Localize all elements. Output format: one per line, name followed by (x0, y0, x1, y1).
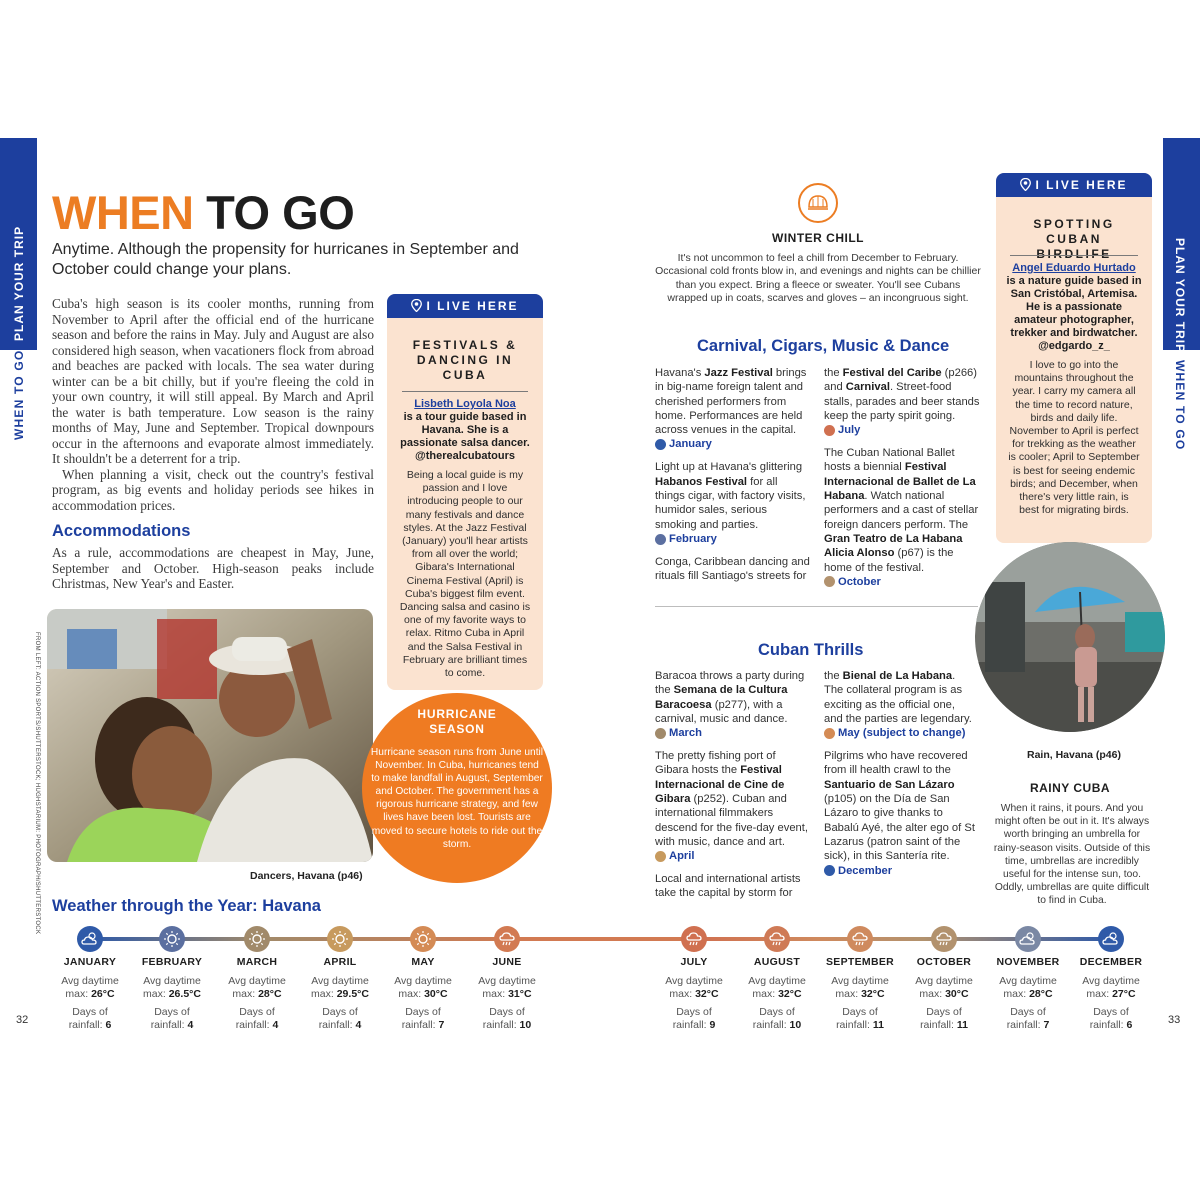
stat-value: max: 32°C (669, 988, 719, 1000)
event-name: Bienal de La Habana (842, 670, 953, 682)
intro-text (52, 296, 374, 513)
right-tab-label: PLAN YOUR TRIP (1173, 238, 1187, 354)
page-number-left: 32 (16, 1014, 29, 1026)
entry-text: . The collateral program is as exciting as the official one, and the parties are legendary. (824, 670, 972, 725)
stat-value: max: 28°C (1003, 988, 1053, 1000)
author-name: Angel Eduardo Hurtado (1012, 262, 1136, 274)
santiago-entry: Conga, Caribbean dancing and rituals fill Santiago's streets for (655, 555, 810, 583)
days-of-rainfall (732, 1006, 822, 1032)
rain-cloud-icon (494, 926, 520, 952)
hurricane-title: HURRICANE SEASON (417, 707, 497, 736)
month-label: April (669, 850, 695, 863)
timeline-right (695, 937, 1110, 941)
divider (402, 391, 528, 392)
winter-chill-text: It's not uncommon to feel a chill from December to February. Occasional cold fronts blow in, and evenings and nights can be chillier than you expect. Bring a fleece or sweater. You'll see Cubans wrapped up in coats, scarves and gloves – an incongruous sight. (655, 252, 981, 304)
accommodations-text: As a rule, accommodations are cheapest in May, June, September and October. High-season peaks include Christmas, New Year's and Easter. (52, 545, 374, 591)
event-name: Jazz Festival (704, 367, 773, 379)
event-name: Semana de la Cultura Baracoesa (655, 684, 788, 711)
month-label: February (669, 532, 717, 545)
stat-label: Days of (842, 1006, 878, 1018)
entry-text: The Cuban National Ballet hosts a biennial (824, 447, 955, 474)
stat-value: max: 30°C (919, 988, 969, 1000)
month-tag (824, 864, 892, 878)
days-of-rainfall (295, 1006, 385, 1032)
entry-text: (p277), with a carnival, music and dance. (655, 698, 788, 725)
month-tag (824, 726, 965, 740)
weather-icon (655, 439, 666, 450)
sun-icon (244, 926, 270, 952)
thrills-column-2 (824, 669, 976, 886)
winter-chill-title: WINTER CHILL (772, 231, 864, 245)
month-label: May (subject to change) (838, 727, 966, 740)
stat-value: max: 26.5°C (143, 988, 201, 1000)
stat-value: max: 30°C (398, 988, 448, 1000)
avg-daytime-max (649, 975, 739, 1001)
avg-daytime-max (815, 975, 905, 1001)
live-here-title: FESTIVALS & DANCING IN CUBA (412, 338, 518, 382)
month-tag (655, 437, 712, 451)
entry-text: (p67) is the home of the festival. (824, 547, 954, 574)
right-section-label: WHEN TO GO (1173, 360, 1187, 451)
carnival-column-1 (655, 366, 810, 589)
sun-cloud-icon (1098, 926, 1124, 952)
live-here-tab-label: I LIVE HERE (426, 299, 519, 313)
stat-label: Days of (405, 1006, 441, 1018)
weather-month-name: JUNE (492, 956, 522, 968)
location-pin-icon (1020, 175, 1031, 199)
author-bio: is a nature guide based in San Cristóbal, Artemisa. He is a passionate amateur photographer, trekker and birdwatcher. (1006, 275, 1142, 339)
ballet-festival-entry (824, 446, 982, 592)
month-label: January (669, 438, 712, 451)
page-number-right: 33 (1168, 1014, 1181, 1026)
stat-label: Avg daytime (831, 975, 889, 987)
rain-caption: Rain, Havana (p46) (1027, 749, 1121, 761)
stat-label: Avg daytime (228, 975, 286, 987)
month-label: December (838, 864, 893, 877)
stat-label: Days of (322, 1006, 358, 1018)
dancers-caption: Dancers, Havana (p46) (250, 870, 363, 882)
weather-icon (655, 534, 666, 545)
gibara-film-festival-entry (655, 749, 810, 866)
stat-value: rainfall: 9 (672, 1019, 716, 1031)
days-of-rainfall (45, 1006, 135, 1032)
stat-value: max: 29.5°C (311, 988, 369, 1000)
weather-icon (824, 728, 835, 739)
author-handle: @edgardo_z_ (1038, 340, 1110, 352)
stat-label: Days of (72, 1006, 108, 1018)
weather-month-name: OCTOBER (916, 956, 972, 968)
stat-value: rainfall: 11 (836, 1019, 884, 1031)
days-of-rainfall (378, 1006, 468, 1032)
stat-value: rainfall: 7 (401, 1019, 445, 1031)
left-tab-label: PLAN YOUR TRIP (12, 225, 26, 341)
month-label: March (669, 727, 702, 740)
weather-month-name: APRIL (323, 956, 357, 968)
stat-value: rainfall: 4 (235, 1019, 279, 1031)
stat-label: Avg daytime (61, 975, 119, 987)
month-tag (824, 423, 860, 437)
entry-text: . Street-food stalls, parades and beer stands keep the party spirit going. (824, 381, 980, 422)
entry-text: (p105) on the Día de San Lázaro to give thanks to Babalú Ayé, the alter ego of St Lazarus (patron saint of the sick), in this Santería rite. (824, 793, 975, 863)
sun-icon (159, 926, 185, 952)
weather-month-name: SEPTEMBER (825, 956, 895, 968)
stat-label: Avg daytime (394, 975, 452, 987)
carnival-heading: Carnival, Cigars, Music & Dance (697, 337, 950, 355)
stat-value: rainfall: 10 (752, 1019, 802, 1031)
stat-label: Days of (926, 1006, 962, 1018)
stat-value: rainfall: 4 (318, 1019, 362, 1031)
stat-label: Days of (1093, 1006, 1129, 1018)
rainy-cuba-title: RAINY CUBA (1029, 781, 1111, 795)
month-tag (655, 849, 694, 863)
live-here-tab (996, 173, 1152, 197)
weather-month-name: FEBRUARY (141, 956, 203, 968)
days-of-rainfall (127, 1006, 217, 1032)
weather-icon (655, 851, 666, 862)
hurricane-text: Hurricane season runs from June until November. In Cuba, hurricanes tend to make landfall in August, September and October. The government has a rigorous hurricane strategy, and few lives have been lost. Tourists are moved to secure hotels to ride out the storm. (370, 747, 544, 850)
days-of-rainfall (815, 1006, 905, 1032)
divider (1010, 255, 1138, 256)
days-of-rainfall (899, 1006, 989, 1032)
avg-daytime-max (295, 975, 385, 1001)
avg-daytime-max (899, 975, 989, 1001)
weather-icon (824, 576, 835, 587)
rain-cloud-icon (931, 926, 957, 952)
stat-label: Avg daytime (311, 975, 369, 987)
weather-month-name: DECEMBER (1079, 956, 1143, 968)
rain-photo (975, 542, 1165, 732)
stat-label: Days of (239, 1006, 275, 1018)
stat-label: Avg daytime (748, 975, 806, 987)
stat-value: rainfall: 11 (920, 1019, 968, 1031)
weather-icon (824, 425, 835, 436)
stat-label: Days of (489, 1006, 525, 1018)
stat-label: Avg daytime (665, 975, 723, 987)
avg-daytime-max (1066, 975, 1156, 1001)
entry-text: brings in big-name foreign talent and cherished performers from home. Performances are held across venues in the capital. (655, 367, 807, 437)
weather-heading: Weather through the Year: Havana (52, 897, 321, 915)
habanos-festival-entry (655, 460, 810, 548)
stat-label: Days of (154, 1006, 190, 1018)
sun-cloud-icon (77, 926, 103, 952)
month-label: July (838, 424, 861, 437)
event-name: Festival Internacional de Cine de Gibara (655, 764, 785, 806)
entry-text: Havana's (655, 367, 705, 379)
entry-text: (p266) and (824, 367, 977, 394)
stat-value: max: 26°C (65, 988, 115, 1000)
event-name: Festival Internacional de Ballet de La Habana (824, 461, 976, 503)
stat-label: Avg daytime (915, 975, 973, 987)
avg-daytime-max (378, 975, 468, 1001)
weather-month-name: JULY (680, 956, 708, 968)
days-of-rainfall (1066, 1006, 1156, 1032)
live-here-text: I love to go into the mountains throughout the year. I carry my camera all the time to record nature, birds and daily life. November to April is perfect for trekking as the weather is cooler; April to September is best for seeing endemic birds; and December, when there's very little rain, is best for migrating birds. (1008, 359, 1140, 517)
intro-paragraph-2: When planning a visit, check out the country's festival program, as big events and holiday periods see hikes in accommodation prices. (52, 466, 374, 513)
left-section-label: WHEN TO GO (12, 349, 26, 440)
event-name: Festival del Caribe (842, 367, 942, 379)
stat-label: Avg daytime (1082, 975, 1140, 987)
title-to-go: TO GO (206, 186, 355, 239)
weather-icon (824, 865, 835, 876)
festival-del-caribe-entry (824, 366, 982, 440)
live-here-text: Being a local guide is my passion and I love introducing people to our many festivals and dance styles. At the Jazz Festival (January) you'll hear artists from all over the world; Gibara's International Cinema Festival (April) is Cuba's biggest film event. Dancing salsa and casino is one of my favorite ways to relax. Ritmo Cuba in April and the Salsa Festival in February are brilliant times to come. (399, 469, 531, 680)
live-here-title: SPOTTING CUBAN BIRDLIFE (1033, 217, 1115, 261)
location-pin-icon (411, 296, 422, 320)
stat-label: Avg daytime (478, 975, 536, 987)
sun-icon (410, 926, 436, 952)
days-of-rainfall (212, 1006, 302, 1032)
event-name: Santuario de San Lázaro (824, 778, 955, 791)
avg-daytime-max (127, 975, 217, 1001)
rain-cloud-icon (764, 926, 790, 952)
days-of-rainfall (983, 1006, 1073, 1032)
entry-text: the (824, 367, 843, 379)
bienal-entry (824, 669, 976, 743)
stat-value: rainfall: 4 (150, 1019, 194, 1031)
days-of-rainfall (649, 1006, 739, 1032)
days-of-rainfall (462, 1006, 552, 1032)
stat-value: rainfall: 6 (1089, 1019, 1133, 1031)
entry-text: Baracoa throws a party during the (655, 670, 805, 697)
page-title (52, 185, 354, 240)
sun-icon (327, 926, 353, 952)
author-handle: @therealcubatours (415, 450, 515, 462)
accommodations-heading: Accommodations (52, 522, 191, 540)
sun-cloud-icon (1015, 926, 1041, 952)
weather-icon (655, 728, 666, 739)
live-here-tab-label: I LIVE HERE (1035, 178, 1128, 192)
avg-daytime-max (983, 975, 1073, 1001)
weather-month-name: MARCH (236, 956, 278, 968)
rainy-cuba-text: When it rains, it pours. And you might often be out in it. It's always worth bringing an umbrella for rainy-season visits. Outside of this time, umbrellas are incredibly useful for the intense sun, too. Oddly, umbrellas are quite difficult to find in Cuba. (993, 803, 1151, 907)
artists-entry: Local and international artists take the capital by storm for (655, 873, 801, 900)
month-label: October (838, 575, 881, 588)
dancers-photo (47, 609, 373, 862)
month-tag (655, 726, 702, 740)
timeline-left (90, 937, 520, 941)
event-name: Gran Teatro de La Habana Alicia Alonso (824, 532, 963, 560)
intro-paragraph-1: Cuba's high season is its cooler months, running from November to April after the official end of the hurricane season and before the rains in May. July and August are also considered high season, when vacationers flock from abroad and beaches are packed with locals. The sea water during winter can be a bit chilly, but if you're fleeing the cold in your own country, it will still appeal. By March and April the water is bath temperature. Low season is the rainy months of May, June and September. Tropical downpours occur in the afternoons and evaporate almost immediately. It shouldn't be a deterrent for a trip. (52, 296, 374, 466)
avg-daytime-max (462, 975, 552, 1001)
stat-value: max: 28°C (232, 988, 282, 1000)
thrills-column-1 (655, 669, 810, 907)
avg-daytime-max (212, 975, 302, 1001)
carnival-column-2 (824, 366, 982, 598)
stat-label: Days of (759, 1006, 795, 1018)
weather-month-name: JANUARY (63, 956, 117, 968)
avg-daytime-max (732, 975, 822, 1001)
stat-value: max: 31°C (482, 988, 532, 1000)
stat-value: max: 32°C (752, 988, 802, 1000)
hurricane-season-callout (362, 693, 552, 883)
event-name: Habanos Festival (655, 475, 748, 488)
month-tag (655, 532, 717, 546)
entry-text: for all things cigar, with factory visits, humidor sales, serious smoking and parties. (655, 475, 806, 531)
entry-text: Pilgrims who have recovered from ill health crawl to the (824, 750, 968, 777)
semana-cultura-entry (655, 669, 810, 743)
stat-value: max: 32°C (835, 988, 885, 1000)
weather-month-name: NOVEMBER (996, 956, 1060, 968)
timeline-middle (520, 937, 695, 941)
san-lazaro-entry (824, 749, 976, 880)
jazz-festival-entry (655, 366, 810, 454)
entry-text: . Watch national performers and a cast of stellar foreign dancers perform. The (824, 490, 979, 531)
stat-label: Days of (1010, 1006, 1046, 1018)
author-bio: is a tour guide based in Havana. She is a passionate salsa dancer. (400, 411, 530, 449)
rain-cloud-icon (681, 926, 707, 952)
event-name: Carnival (845, 381, 890, 394)
stat-label: Avg daytime (143, 975, 201, 987)
live-here-tab (387, 294, 543, 318)
avg-daytime-max (45, 975, 135, 1001)
rain-cloud-icon (847, 926, 873, 952)
stat-value: rainfall: 6 (68, 1019, 112, 1031)
weather-month-name: MAY (411, 956, 435, 968)
author-name: Lisbeth Loyola Noa (414, 398, 516, 410)
thrills-heading: Cuban Thrills (758, 641, 864, 659)
stat-value: rainfall: 10 (482, 1019, 532, 1031)
live-here-author (397, 398, 533, 463)
thermometer-icon (798, 183, 838, 223)
photo-credit: FROM LEFT: ACTION SPORTS/SHUTTERSTOCK; HUGHSTARIUM: PHOTOGRAPH/SHUTTERSTOCK (34, 632, 40, 935)
entry-text: (p252). Cuban and international filmmakers descend for the five-day event, with music, dance and art. (655, 793, 808, 848)
title-when: WHEN (52, 186, 194, 239)
weather-month-name: AUGUST (753, 956, 801, 968)
stat-label: Days of (676, 1006, 712, 1018)
stat-label: Avg daytime (999, 975, 1057, 987)
section-divider (655, 606, 978, 607)
entry-text: Light up at Havana's glittering (655, 461, 803, 474)
page-subtitle: Anytime. Although the propensity for hurricanes in September and October could change your plans. (52, 241, 519, 278)
month-tag (824, 575, 881, 589)
stat-value: max: 27°C (1086, 988, 1136, 1000)
entry-text: The pretty fishing port of Gibara hosts the (655, 750, 776, 777)
entry-text: the (824, 670, 843, 682)
stat-value: rainfall: 7 (1006, 1019, 1050, 1031)
live-here-author (1006, 262, 1142, 353)
